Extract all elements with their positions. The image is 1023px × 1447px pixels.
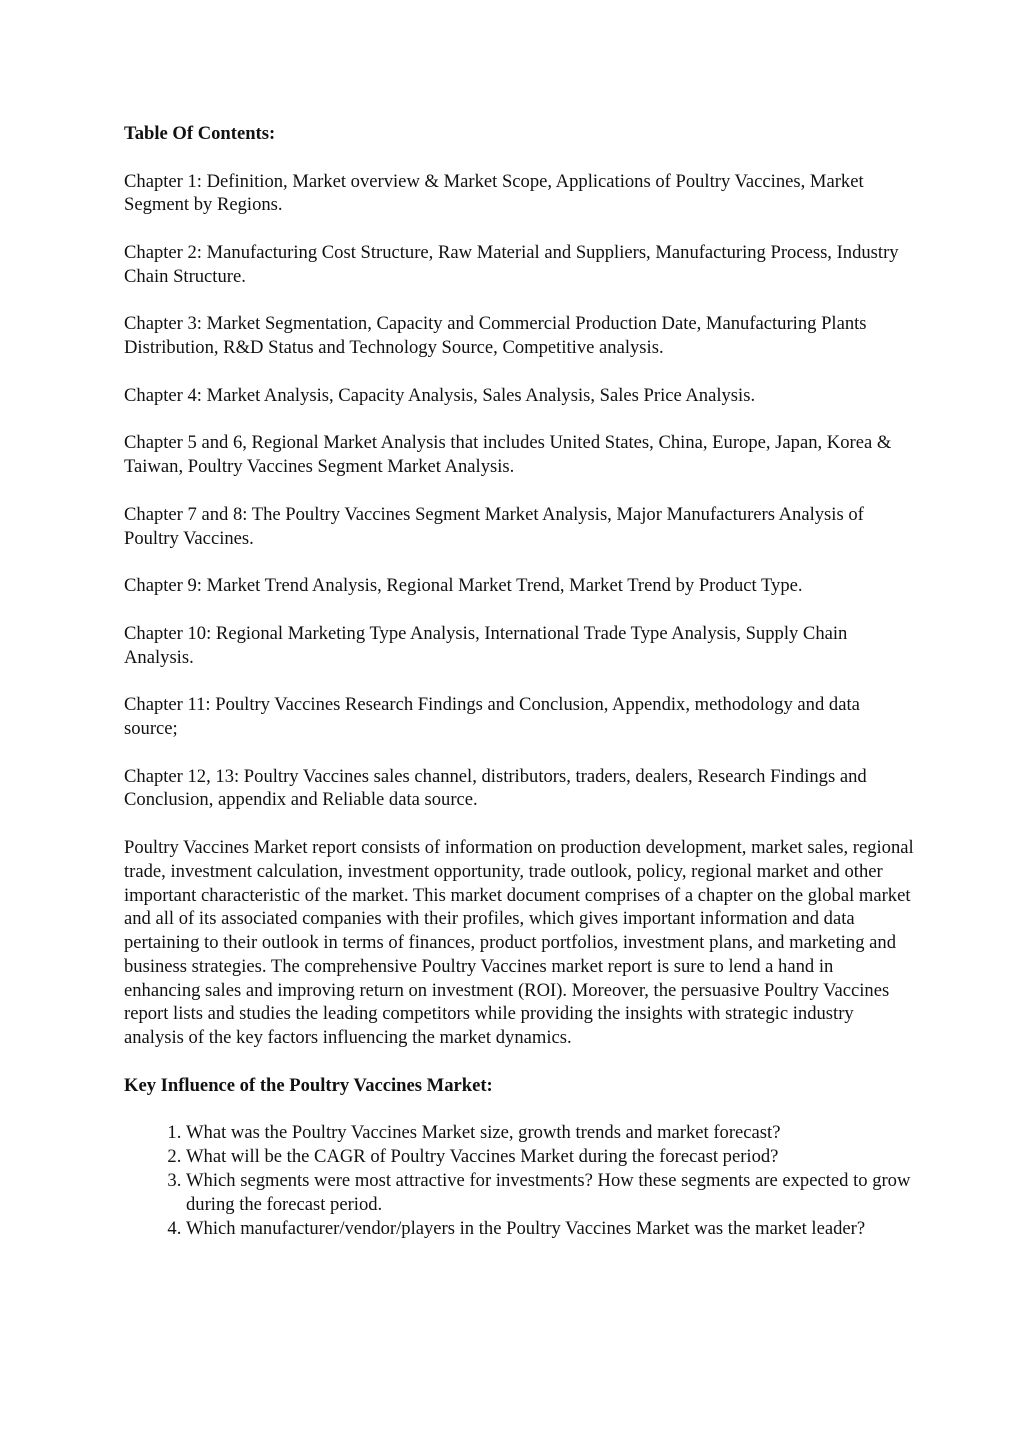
chapter-9: Chapter 9: Market Trend Analysis, Regional Market Trend, Market Trend by Product Type. [124, 575, 803, 597]
question-item-3: 3. Which segments were most attractive for investments? How these segments are expected to grow during the forecast period. [186, 1169, 914, 1217]
question-item-4: 4. Which manufacturer/vendor/players in the Poultry Vaccines Market was the market leader? [186, 1217, 914, 1241]
chapter-11: Chapter 11: Poultry Vaccines Research Findings and Conclusion, Appendix, methodology and data source; [124, 694, 860, 739]
document-page [124, 122, 914, 1240]
toc-heading: Table Of Contents: [124, 123, 276, 144]
chapter-2: Chapter 2: Manufacturing Cost Structure, Raw Material and Suppliers, Manufacturing Process, Industry Chain Structure. [124, 241, 899, 287]
chapter-12-13: Chapter 12, 13: Poultry Vaccines sales channel, distributors, traders, dealers, Research Findings and Conclusion, appendix and Reliable data source. [124, 765, 867, 811]
key-influence-heading: Key Influence of the Poultry Vaccines Market: [124, 1074, 493, 1096]
question-item-1: 1. What was the Poultry Vaccines Market size, growth trends and market forecast? [186, 1121, 914, 1145]
chapter-7-8: Chapter 7 and 8: The Poultry Vaccines Segment Market Analysis, Major Manufacturers Analysis of Poultry Vaccines. [124, 503, 864, 549]
chapter-1: Chapter 1: Definition, Market overview & Market Scope, Applications of Poultry Vaccines, Market Segment by Regions. [124, 170, 864, 216]
question-item-2: 2. What will be the CAGR of Poultry Vaccines Market during the forecast period? [186, 1145, 914, 1169]
chapter-4: Chapter 4: Market Analysis, Capacity Analysis, Sales Analysis, Sales Price Analysis. [124, 384, 756, 406]
questions-list [124, 1121, 914, 1240]
chapter-5-6: Chapter 5 and 6, Regional Market Analysis that includes United States, China, Europe, Japan, Korea & Taiwan, Poultry Vaccines Segment Market Analysis. [124, 432, 892, 478]
chapter-3: Chapter 3: Market Segmentation, Capacity and Commercial Production Date, Manufacturing Plants Distribution, R&D Status and Technology Source, Competitive analysis. [124, 313, 867, 359]
summary-paragraph: Poultry Vaccines Market report consists of information on production development, market sales, regional trade, investment calculation, investment opportunity, trade outlook, policy, regional market and other important characteristic of the market. This market document comprises of a chapter on the global market and all of its associated companies with their profiles, which gives important information and data pertaining to their outlook in terms of finances, product portfolios, investment plans, and marketing and business strategies. The comprehensive Poultry Vaccines market report is sure to lend a hand in enhancing sales and improving return on investment (ROI). Moreover, the persuasive Poultry Vaccines report lists and studies the leading competitors while providing the insights with strategic industry analysis of the key factors influencing the market dynamics. [124, 836, 914, 1049]
chapter-10: Chapter 10: Regional Marketing Type Analysis, International Trade Type Analysis, Supply Chain Analysis. [124, 622, 848, 668]
